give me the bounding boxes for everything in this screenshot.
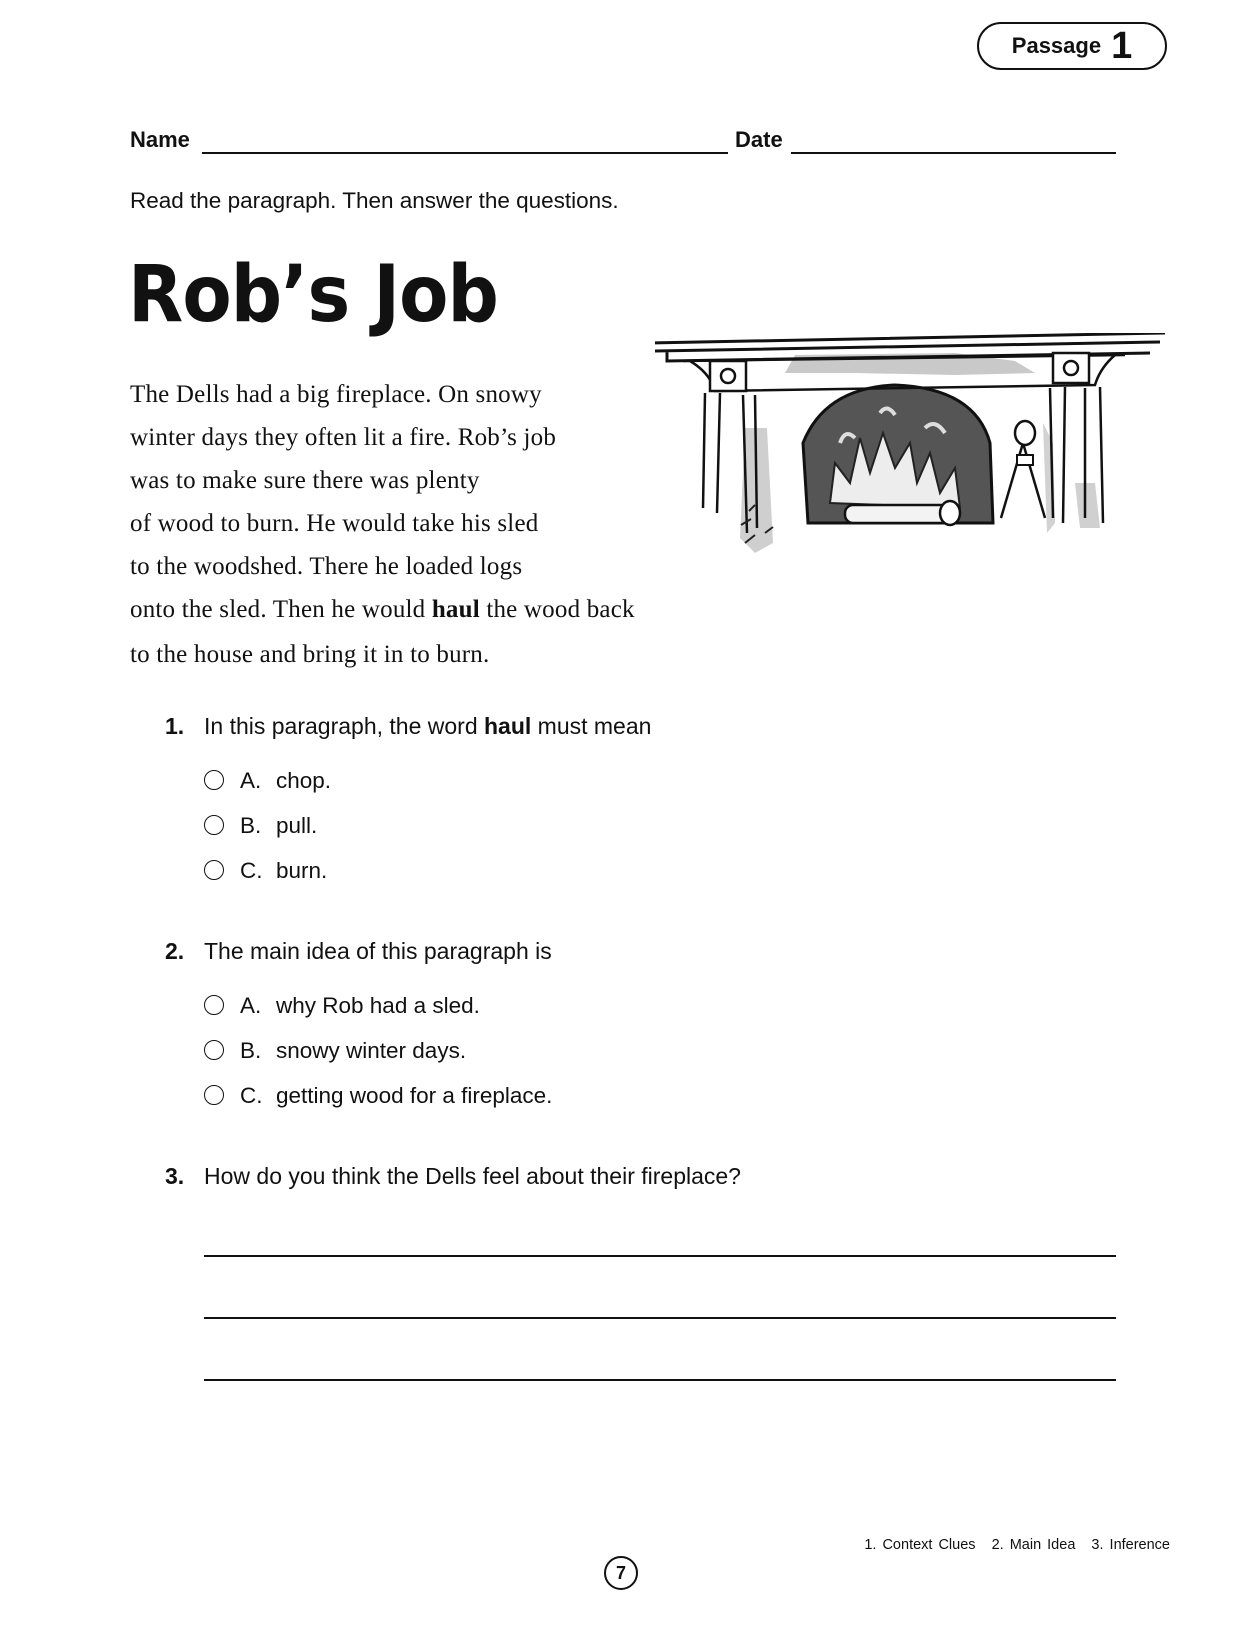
- option-radio-2b[interactable]: [204, 1040, 224, 1060]
- question-1-text-part: In this paragraph, the word: [204, 713, 484, 739]
- fireplace-illustration-icon: [655, 333, 1170, 578]
- question-1-number: 1.: [165, 713, 185, 739]
- question-3-number: 3.: [165, 1163, 185, 1189]
- option-letter: A.: [240, 768, 262, 793]
- question-2-number: 2.: [165, 938, 185, 964]
- skill-item: 3. Inference: [1091, 1537, 1170, 1553]
- passage-number: 1: [1111, 25, 1133, 67]
- option-radio-1b[interactable]: [204, 815, 224, 835]
- passage-title: Rob’s Job: [128, 250, 498, 340]
- option-radio-2a[interactable]: [204, 995, 224, 1015]
- answer-line[interactable]: [204, 1317, 1116, 1319]
- skill-item: 2. Main Idea: [991, 1537, 1076, 1553]
- date-label: Date: [735, 127, 783, 152]
- name-label: Name: [130, 127, 190, 152]
- option-text: burn.: [276, 858, 328, 883]
- option-radio-1a[interactable]: [204, 770, 224, 790]
- option-text: why Rob had a sled.: [276, 993, 480, 1018]
- option-text: snowy winter days.: [276, 1038, 467, 1063]
- option-letter: C.: [240, 858, 263, 883]
- paragraph-line: to the woodshed. There he loaded logs: [130, 553, 523, 580]
- option-letter: B.: [240, 813, 262, 838]
- option-text: getting wood for a fireplace.: [276, 1083, 553, 1108]
- skills-list: [0, 1537, 1170, 1553]
- paragraph-text: the wood back: [479, 596, 635, 623]
- option-radio-1c[interactable]: [204, 860, 224, 880]
- paragraph-text: onto the sled. Then he would: [130, 596, 432, 623]
- passage-label: Passage: [1011, 33, 1102, 58]
- question-3-text: How do you think the Dells feel about their fireplace?: [204, 1163, 741, 1189]
- paragraph-line: [130, 596, 635, 624]
- question-1-text: [204, 713, 651, 740]
- answer-line[interactable]: [204, 1379, 1116, 1381]
- paragraph-line: to the house and bring it in to burn.: [130, 641, 490, 668]
- option-text: chop.: [276, 768, 332, 793]
- passage-badge: [977, 22, 1167, 70]
- option-letter: C.: [240, 1083, 263, 1108]
- skill-item: 1. Context Clues: [864, 1537, 976, 1553]
- option-text: pull.: [276, 813, 318, 838]
- answer-line[interactable]: [204, 1255, 1116, 1257]
- option-letter: B.: [240, 1038, 262, 1063]
- vocab-word-haul: haul: [431, 596, 480, 623]
- paragraph-line: winter days they often lit a fire. Rob’s job: [130, 424, 557, 451]
- option-letter: A.: [240, 993, 262, 1018]
- name-field[interactable]: [202, 152, 728, 154]
- instructions: Read the paragraph. Then answer the questions.: [130, 188, 619, 213]
- paragraph-line: of wood to burn. He would take his sled: [130, 510, 539, 537]
- question-1-keyword: haul: [484, 713, 532, 739]
- question-2-text: The main idea of this paragraph is: [204, 938, 552, 964]
- page-number: 7: [604, 1556, 638, 1590]
- question-1-text-part: must mean: [531, 713, 652, 739]
- date-field[interactable]: [791, 152, 1116, 154]
- paragraph-line: was to make sure there was plenty: [130, 467, 480, 494]
- paragraph-line: The Dells had a big fireplace. On snowy: [130, 381, 542, 408]
- option-radio-2c[interactable]: [204, 1085, 224, 1105]
